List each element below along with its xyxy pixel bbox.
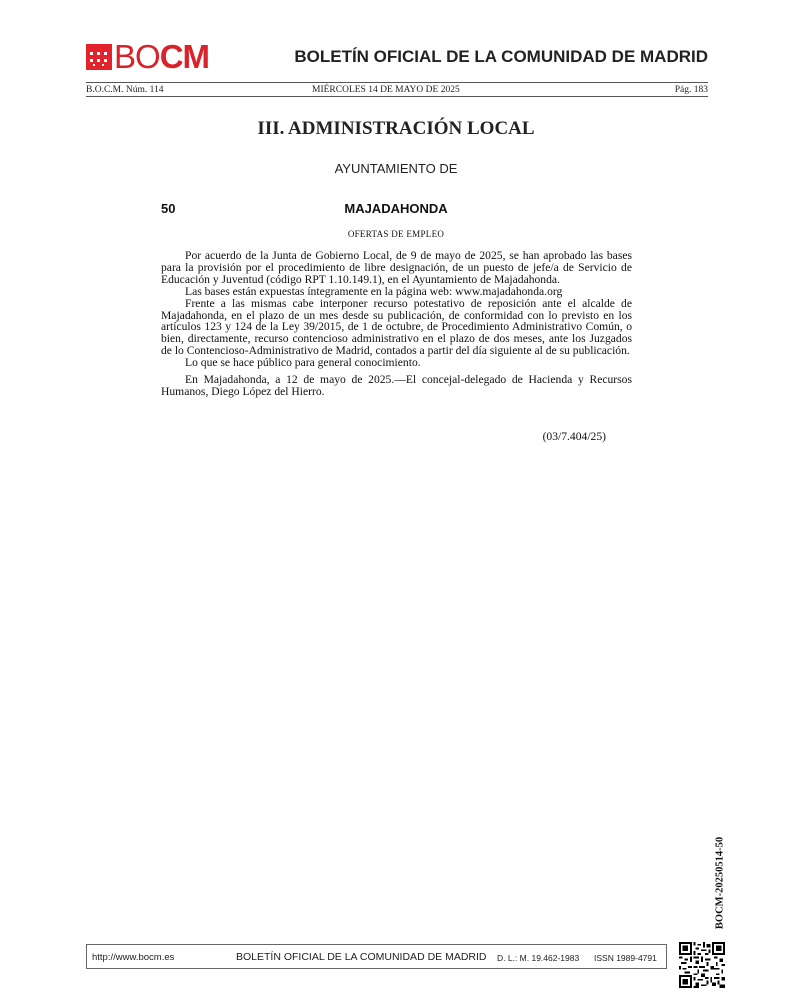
issue-date: MIÉRCOLES 14 DE MAYO DE 2025: [312, 85, 460, 95]
footer-title: BOLETÍN OFICIAL DE LA COMUNIDAD DE MADRID: [236, 951, 487, 963]
madrid-flag-icon: [86, 44, 112, 70]
issue-number: B.O.C.M. Núm. 114: [86, 85, 164, 95]
side-document-code: BOCM-20250514-50: [714, 836, 726, 929]
footer-issn: ISSN 1989-4791: [594, 953, 657, 963]
paragraph: En Majadahonda, a 12 de mayo de 2025.—El concejal-delegado de Hacienda y Recursos Humanos, Diego López del Hierro.: [161, 373, 632, 398]
header-rule-top: [86, 82, 708, 83]
footer-url[interactable]: http://www.bocm.es: [92, 952, 175, 963]
paragraph: Por acuerdo de la Junta de Gobierno Local, de 9 de mayo de 2025, se han aprobado las bases para la provisión por el procedimiento de libre designación, de un puesto de jefe/a de Servicio de Educación y Juventud (código RPT 1.10.149.1), en el Ayuntamiento de Majadahonda.: [161, 249, 632, 286]
section-subtitle: AYUNTAMIENTO DE: [334, 161, 458, 176]
entry-category: OFERTAS DE EMPLEO: [347, 229, 445, 239]
paragraph: Frente a las mismas cabe interponer recurso potestativo de reposición ante el alcalde de Majadahonda, en el plazo de un mes desde su publicación, de conformidad con lo previsto en los artículos 123 y 124 de la Ley 39/2015, de 1 de octubre, de Procedimiento Administrativo Común, o bien, directamente, recurso contencioso administrativo en el plazo de dos meses, ante los Juzgados de lo Contencioso-Administrativo de Madrid, contados a partir del día siguiente al de su publicación.: [161, 296, 632, 358]
announcement-body: [161, 250, 632, 398]
entry-town: MAJADAHONDA: [344, 201, 448, 216]
section-title: III. ADMINISTRACIÓN LOCAL: [257, 118, 535, 139]
paragraph: Las bases están expuestas íntegramente en la página web: www.majadahonda.org: [185, 284, 563, 298]
entry-number: 50: [161, 201, 176, 216]
page-number: Pág. 183: [674, 85, 708, 95]
reference-code: (03/7.404/25): [542, 430, 606, 443]
qr-code-icon: [679, 942, 725, 988]
paragraph: Lo que se hace público para general conocimiento.: [185, 356, 421, 370]
logo-text: BOCM: [114, 38, 210, 75]
bocm-logo: [86, 40, 216, 74]
header-title: BOLETÍN OFICIAL DE LA COMUNIDAD DE MADRID: [294, 47, 708, 66]
footer-legal-deposit: D. L.: M. 19.462-1983: [497, 953, 580, 963]
header-rule-bottom: [86, 96, 708, 97]
